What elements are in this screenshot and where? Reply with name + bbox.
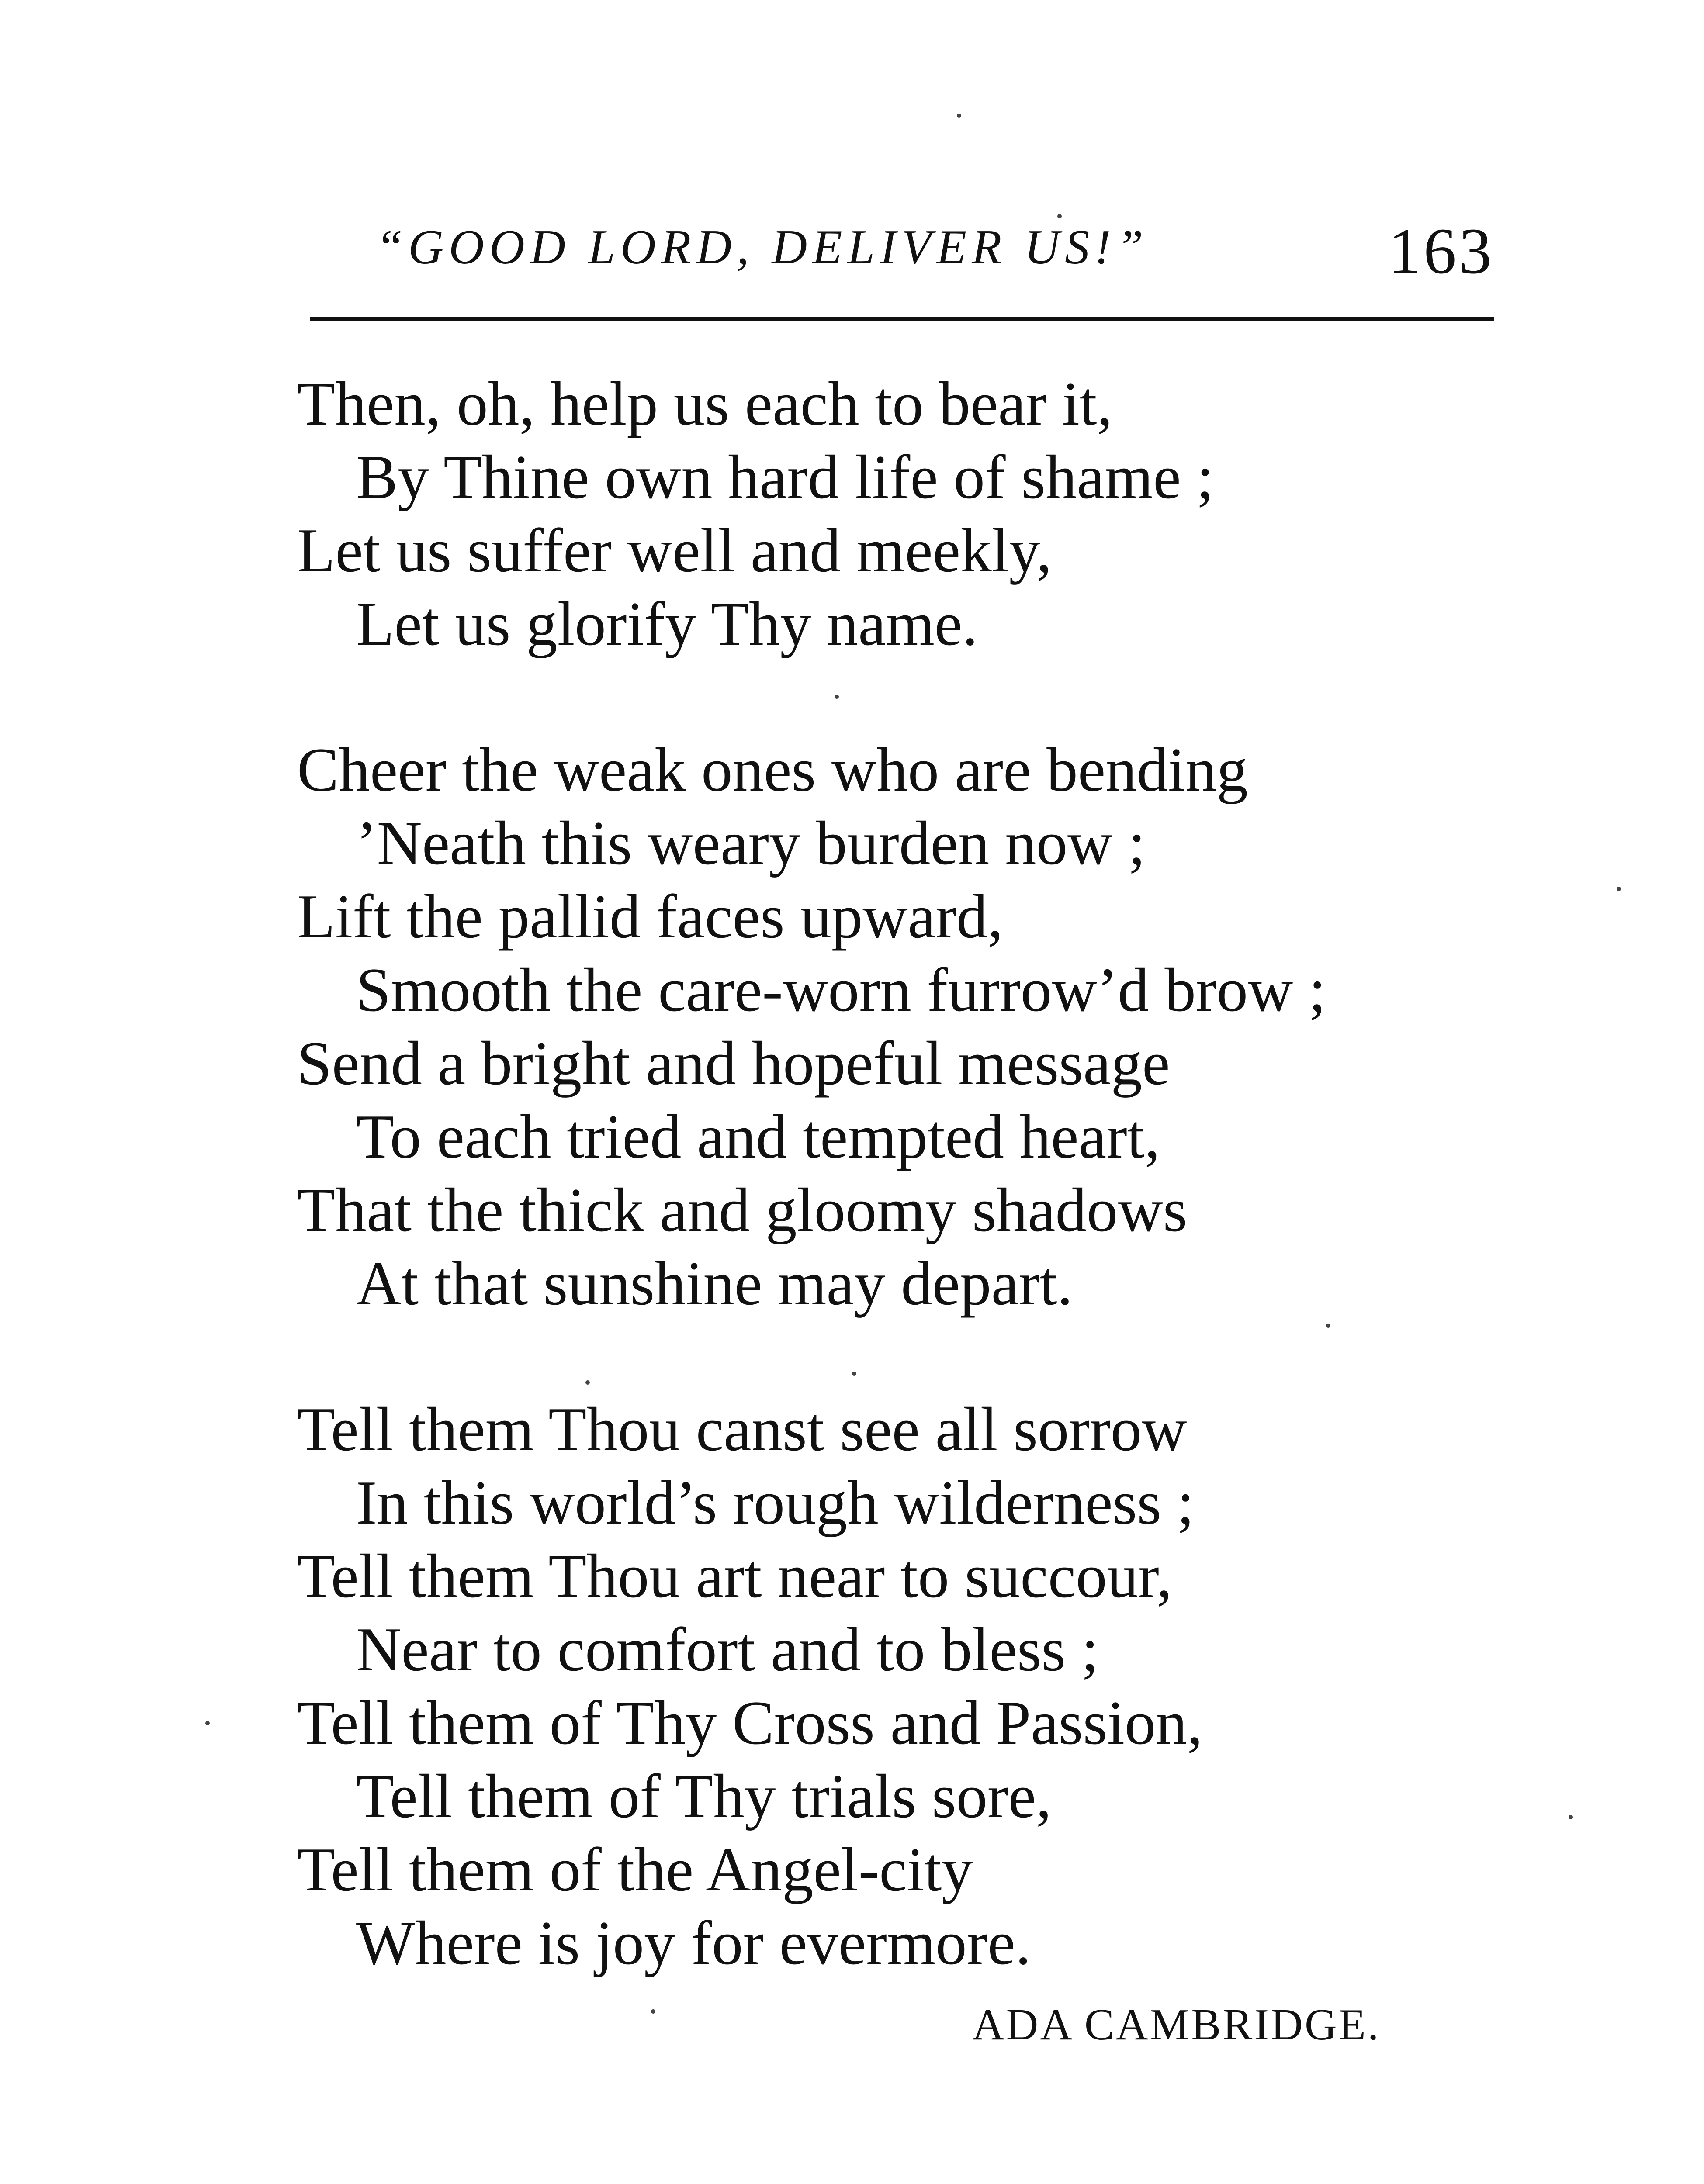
poem-line: At that sunshine may depart. [356, 1249, 1073, 1318]
scan-speck [1326, 1324, 1330, 1328]
poem-line: Then, oh, help us each to bear it, [297, 369, 1113, 438]
scan-speck [835, 695, 839, 699]
poem-line: Tell them Thou canst see all sorrow [297, 1395, 1187, 1464]
stanza-2 [297, 733, 1477, 1320]
scan-speck [585, 1380, 590, 1385]
poem-line: That the thick and gloomy shadows [297, 1175, 1188, 1244]
page-number: 163 [1388, 215, 1494, 287]
poem-line: Tell them of Thy trials sore, [356, 1762, 1052, 1831]
poem-line: Tell them Thou art near to succour, [297, 1541, 1172, 1610]
page-header [319, 215, 1499, 293]
poem-line: Let us glorify Thy name. [356, 589, 978, 658]
poem-line: Cheer the weak ones who are bending [297, 735, 1248, 804]
poem-line: Smooth the care-worn furrow’d brow ; [356, 955, 1326, 1024]
running-title: “GOOD LORD, DELIVER US!” [376, 220, 1149, 274]
header-rule [310, 317, 1494, 321]
scan-speck [957, 114, 961, 118]
scan-speck [852, 1372, 856, 1376]
poem-line: In this world’s rough wilderness ; [356, 1468, 1195, 1537]
stanza-3 [297, 1393, 1477, 1980]
poem-line: Near to comfort and to bless ; [356, 1615, 1099, 1684]
poem-line: Tell them of the Angel-city [297, 1835, 973, 1904]
scan-speck [651, 2009, 655, 2014]
stanza-1 [297, 367, 1477, 660]
poem [297, 367, 1477, 2052]
poem-line: Send a bright and hopeful message [297, 1029, 1170, 1098]
scan-speck [205, 1721, 210, 1725]
poem-author: ADA CAMBRIDGE. [972, 2000, 1381, 2049]
poem-line: Let us suffer well and meekly, [297, 516, 1052, 585]
scan-speck [1569, 1815, 1573, 1819]
poem-line: Lift the pallid faces upward, [297, 882, 1004, 951]
poem-line: Where is joy for evermore. [356, 1908, 1031, 1977]
poem-line: Tell them of Thy Cross and Passion, [297, 1688, 1203, 1757]
poem-line: To each tried and tempted heart, [356, 1102, 1160, 1171]
scan-speck [1057, 214, 1062, 218]
scan-speck [1617, 887, 1621, 891]
poem-line: ’Neath this weary burden now ; [356, 809, 1146, 878]
poem-line: By Thine own hard life of shame ; [356, 442, 1214, 511]
